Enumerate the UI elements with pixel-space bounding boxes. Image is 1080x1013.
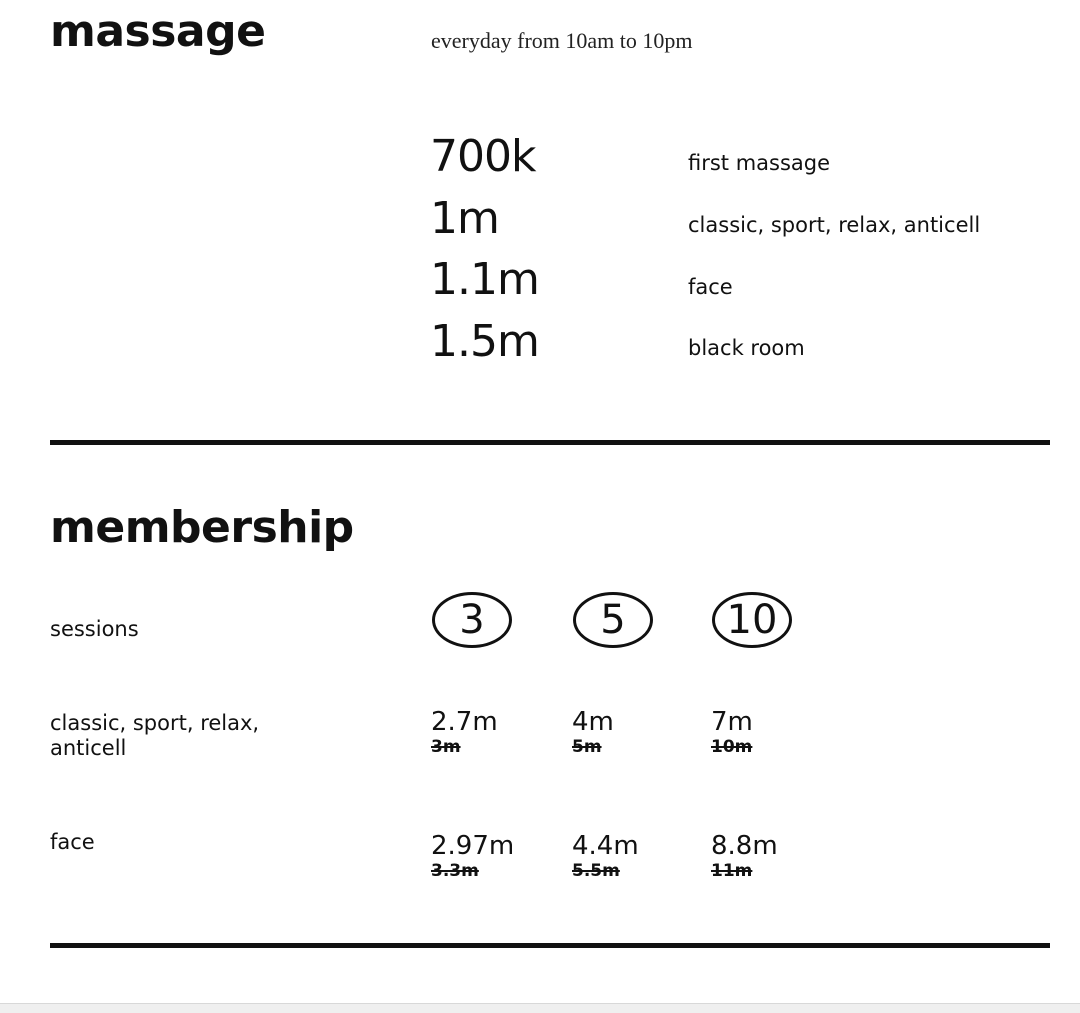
- bottom-scroll-edge: [0, 1003, 1080, 1013]
- membership-price-cell: [431, 709, 498, 756]
- session-count: 5: [600, 597, 626, 643]
- discount-price: 4.4m: [572, 831, 639, 861]
- row-label-line: face: [50, 830, 95, 854]
- price-value: 1m: [430, 193, 499, 244]
- price-value: 700k: [430, 131, 536, 182]
- sessions-label: sessions: [50, 617, 139, 641]
- price-value: 1.5m: [430, 316, 539, 367]
- price-label: first massage: [688, 151, 831, 175]
- opening-hours: everyday from 10am to 10pm: [431, 28, 693, 53]
- membership-row-label: [50, 711, 259, 761]
- price-label: black room: [688, 336, 805, 360]
- membership-price-cell: [711, 833, 778, 880]
- membership-section-title: membership: [50, 502, 354, 553]
- membership-price-cell: [572, 709, 614, 756]
- massage-section-title: massage: [50, 6, 266, 57]
- session-count: 10: [726, 597, 778, 643]
- discount-price: 2.97m: [431, 831, 515, 861]
- discount-price: 8.8m: [711, 831, 778, 861]
- discount-price: 7m: [711, 707, 753, 737]
- session-count-badge: [573, 592, 653, 648]
- original-price: 5m: [572, 737, 602, 757]
- price-value: 1.1m: [430, 254, 539, 305]
- row-label-line: anticell: [50, 736, 127, 761]
- price-label: classic, sport, relax, anticell: [688, 213, 981, 237]
- original-price: 3.3m: [431, 861, 479, 881]
- membership-price-cell: [711, 709, 753, 756]
- original-price: 10m: [711, 737, 753, 757]
- price-label: face: [688, 275, 733, 299]
- membership-row-label: [50, 830, 95, 855]
- discount-price: 4m: [572, 707, 614, 737]
- session-count-badge: [712, 592, 792, 648]
- session-count-badge: [432, 592, 512, 648]
- row-label-line: classic, sport, relax,: [50, 711, 260, 735]
- original-price: 11m: [711, 861, 753, 881]
- section-divider: [50, 440, 1050, 445]
- original-price: 3m: [431, 737, 461, 757]
- membership-price-cell: [431, 833, 514, 880]
- section-divider: [50, 943, 1050, 948]
- original-price: 5.5m: [572, 861, 620, 881]
- membership-price-cell: [572, 833, 639, 880]
- session-count: 3: [459, 597, 485, 643]
- discount-price: 2.7m: [431, 707, 498, 737]
